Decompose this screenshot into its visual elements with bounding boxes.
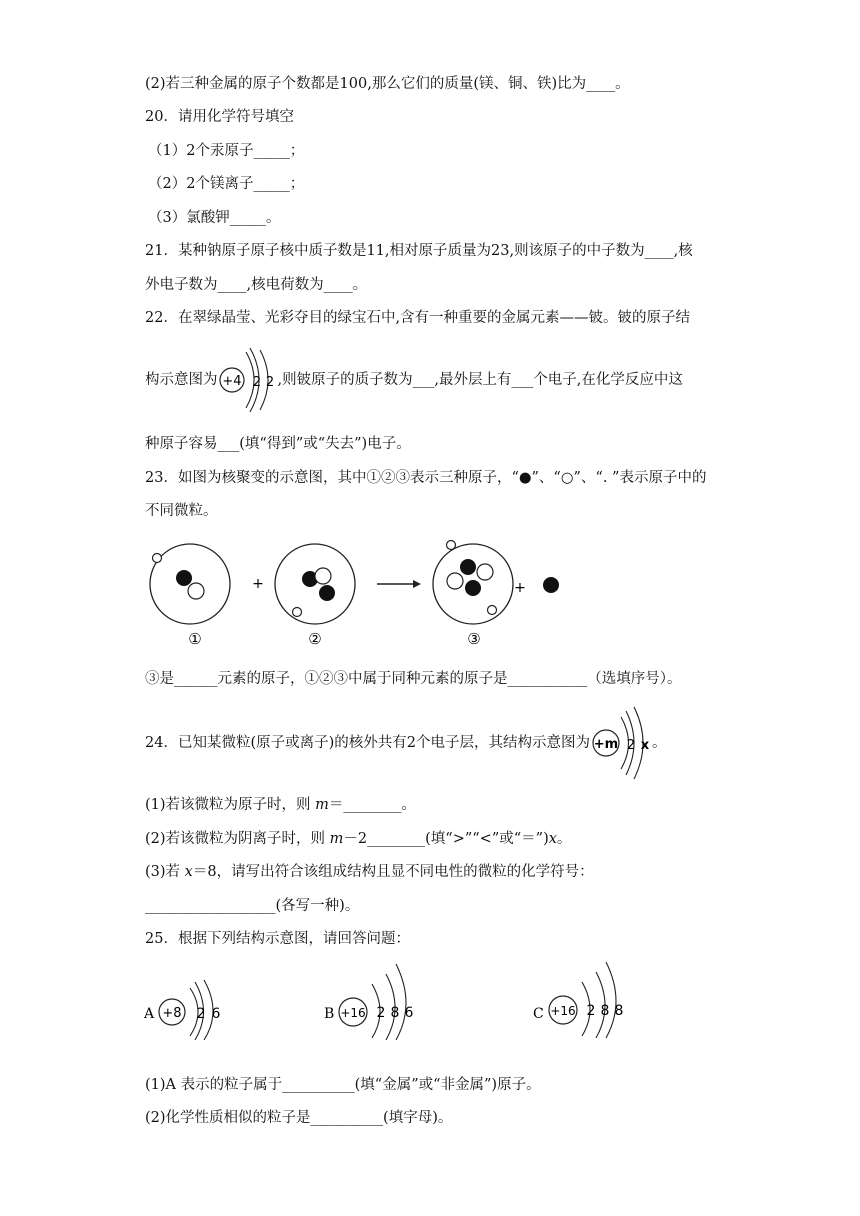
q25-structure-diagrams [140, 960, 660, 1040]
diagram-c-shell-1: 2 [586, 1003, 596, 1019]
q22-text-after: ,则铍原子的质子数为___,最外层上有___个电子,在化学反应中这 [277, 372, 683, 388]
q19-part2: (2)若三种金属的原子个数都是100,那么它们的质量(镁、铜、铁)比为____。 [145, 76, 630, 92]
q21-line2: 外电子数为____,核电荷数为____。 [145, 277, 368, 293]
diagram-a-nucleus: +8 [162, 1006, 182, 1021]
diagram-b-shell-1: 2 [376, 1005, 386, 1021]
fusion-plus-1: + [252, 576, 264, 592]
q25-part2: (2)化学性质相似的粒子是__________(填字母)。 [145, 1110, 453, 1126]
q24-shell-2: x [640, 738, 650, 753]
free-particle [543, 577, 559, 593]
q24-text-before: 24．已知某微粒(原子或离子)的核外共有2个电子层，其结构示意图为 [145, 735, 590, 751]
atom1-neutron [188, 583, 204, 599]
atom2-electron [293, 608, 302, 617]
q24-part1-var: m [315, 797, 329, 813]
atom1-electron [153, 554, 162, 563]
diagram-b-arc-3 [396, 964, 406, 1040]
q23-line1: 23．如图为核聚变的示意图，其中①②③表示三种原子，“●”、“○”、“. ”表示原子中的 [145, 470, 707, 486]
q20-part2: （2）2个镁离子_____； [148, 176, 305, 192]
q24-part2-text: (2)若该微粒为阴离子时，则 [145, 831, 330, 847]
q20-part1: （1）2个汞原子_____； [148, 143, 305, 159]
q24-part1-text: (1)若该微粒为原子时，则 [145, 797, 316, 813]
q24-part1 [145, 795, 416, 815]
diagram-c-nucleus: +16 [550, 1004, 576, 1018]
diagram-a-shell-1: 2 [196, 1006, 206, 1022]
be-nucleus-label: +4 [221, 374, 242, 389]
atom3-electron-1 [447, 541, 456, 550]
q24-part2-end: 。 [556, 831, 572, 847]
diagram-b-nucleus: +16 [340, 1006, 366, 1020]
fusion-plus-2: + [514, 580, 526, 596]
diagram-c-letter: C [533, 1006, 544, 1022]
beryllium-structure-diagram [218, 340, 278, 420]
q24-part2-var-m: m [329, 831, 344, 847]
diagram-b-shell-2: 8 [390, 1005, 400, 1021]
q24-part3 [145, 862, 594, 882]
atom3-particle-4 [465, 580, 481, 596]
nuclear-fusion-figure [140, 536, 580, 651]
q25-part1: (1)A 表示的粒子属于__________(填“金属”或“非金属”)原子。 [145, 1077, 541, 1093]
q24-part3-rest: ＝8，请写出符合该组成结构且显不同电性的微粒的化学符号： [192, 864, 594, 880]
atom2-label: ② [308, 630, 322, 648]
q22-line2 [145, 370, 683, 390]
q24-part2-blank: －2________(填“>”“<”或“＝”) [343, 831, 549, 847]
q22-text-before: 构示意图为 [145, 372, 218, 388]
be-shell-2: 2 [265, 375, 274, 390]
q24-line1 [145, 733, 667, 753]
atom1-proton [176, 570, 192, 586]
diagram-c-shell-2: 8 [600, 1003, 610, 1019]
q24-part3-answer: __________________(各写一种)。 [145, 898, 360, 914]
diagram-b-shell-3: 6 [404, 1005, 414, 1021]
q21-line1: 21．某种钠原子原子核中质子数是11,相对原子质量为23,则该原子的中子数为____,核 [145, 243, 693, 259]
q24-part1-blank: ＝________。 [328, 797, 416, 813]
atom3-particle-3 [477, 564, 493, 580]
atom2-neutron-1 [315, 568, 331, 584]
diagram-b-letter: B [324, 1006, 335, 1022]
q23-line3: ③是______元素的原子，①②③中属于同种元素的原子是___________（选填序号）。 [145, 671, 682, 687]
q22-line1: 22．在翠绿晶莹、光彩夺目的绿宝石中,含有一种重要的金属元素——铍。铍的原子结 [145, 310, 691, 326]
q24-part3-var: x [184, 864, 193, 880]
diagram-a-shell-2: 6 [211, 1006, 221, 1022]
q22-line3: 种原子容易___(填“得到”或“失去”)电子。 [145, 436, 411, 452]
atom1-boundary [150, 544, 230, 624]
q25-stem: 25．根据下列结构示意图，请回答问题： [145, 931, 410, 947]
atom3-particle-1 [460, 559, 476, 575]
q24-part2 [145, 829, 571, 849]
diagram-c-arc-3 [606, 962, 616, 1038]
q24-part2-var-x: x [548, 831, 557, 847]
atom3-electron-2 [488, 606, 497, 615]
atom1-label: ① [188, 630, 202, 648]
q24-nucleus-label: +m [593, 737, 619, 752]
q23-line2: 不同微粒。 [145, 503, 218, 519]
atom3-particle-2 [447, 573, 463, 589]
atom2-neutron-2 [319, 585, 335, 601]
q24-structure-diagram [590, 703, 652, 783]
q20-stem: 20．请用化学符号填空 [145, 109, 294, 125]
fusion-arrow-head [413, 580, 421, 588]
q24-shell-1: 2 [626, 738, 636, 753]
diagram-a-letter: A [144, 1006, 155, 1022]
q20-part3: （3）氯酸钾_____。 [148, 210, 281, 226]
diagram-c-shell-3: 8 [614, 1003, 624, 1019]
be-shell-1: 2 [252, 375, 261, 390]
atom3-label: ③ [467, 630, 481, 648]
q24-text-after: 。 [652, 735, 667, 751]
q24-part3-text: (3)若 [145, 864, 185, 880]
